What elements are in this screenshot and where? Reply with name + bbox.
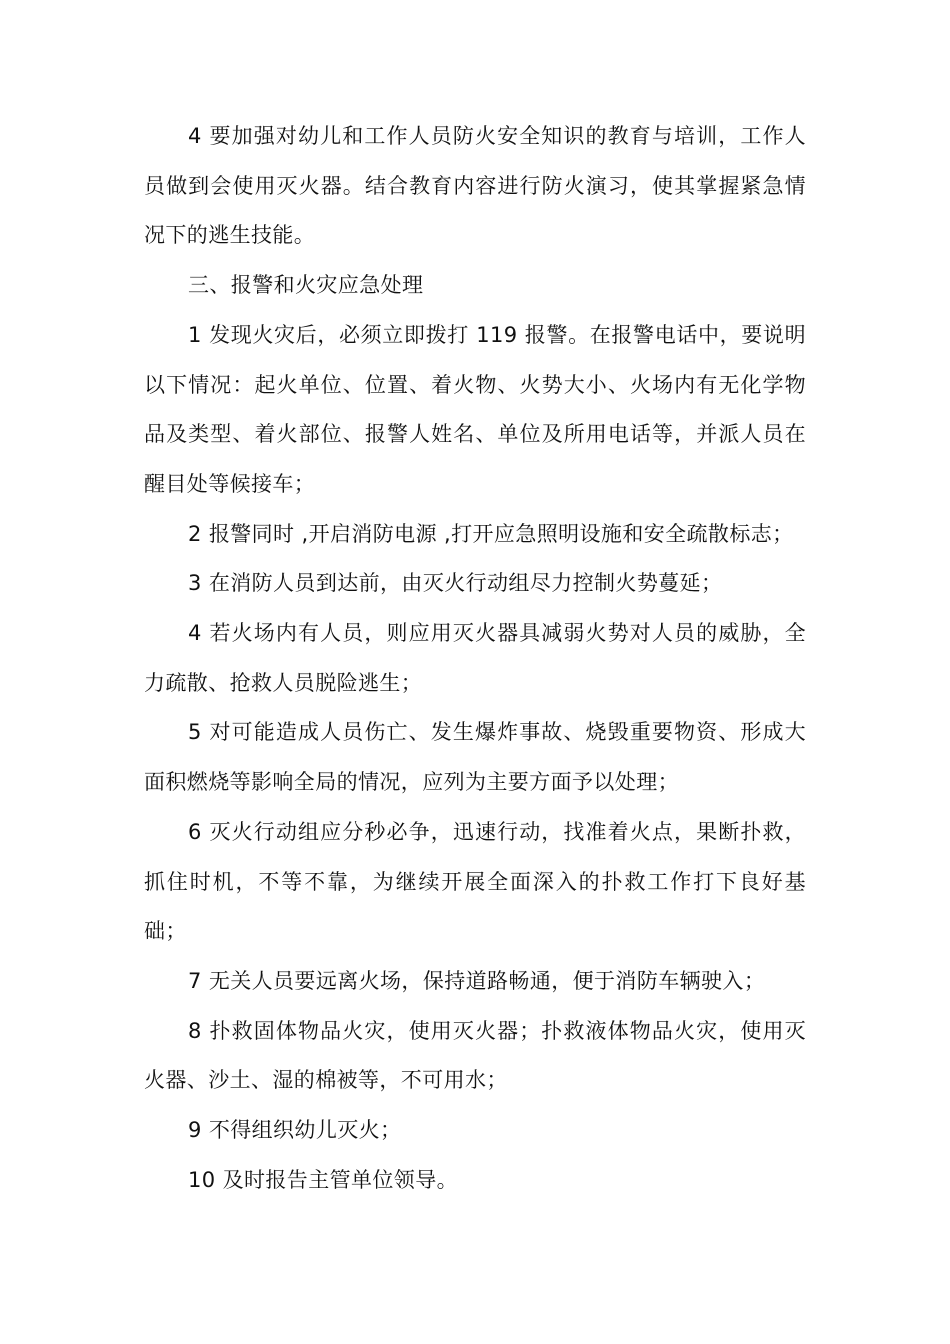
paragraph-item-1: 1 发现火灾后，必须立即拨打 119 报警。在报警电话中，要说明以下情况：起火单位、位置、着火物、火势大小、火场内有无化学物品及类型、着火部位、报警人姓名、单位及所用电话等，并派人员在醒目处等候接车； — [144, 322, 806, 496]
paragraph-item-5: 5 对可能造成人员伤亡、发生爆炸事故、烧毁重要物资、形成大面积燃烧等影响全局的情况，应列为主要方面予以处理； — [144, 720, 806, 795]
paragraph-item-8: 8 扑救固体物品火灾，使用灭火器；扑救液体物品火灾，使用灭火器、沙土、湿的棉被等，不可用水； — [144, 1018, 806, 1093]
document-body — [144, 112, 806, 1205]
section-heading-alarm: 三、报警和火灾应急处理 — [188, 273, 424, 298]
paragraph-item-9: 9 不得组织幼儿灭火； — [188, 1118, 402, 1143]
paragraph-item-6: 6 灭火行动组应分秒必争，迅速行动，找准着火点，果断扑救，抓住时机，不等不靠，为继续开展全面深入的扑救工作打下良好基础； — [144, 819, 806, 944]
paragraph-item-4: 4 若火场内有人员，则应用灭火器具减弱火势对人员的威胁，全力疏散、抢救人员脱险逃生； — [144, 621, 806, 695]
paragraph-item-3: 3 在消防人员到达前，由灭火行动组尽力控制火势蔓延； — [188, 571, 723, 596]
paragraph-item-2: 2 报警同时 ,开启消防电源 ,打开应急照明设施和安全疏散标志； — [188, 521, 794, 546]
paragraph-item-7: 7 无关人员要远离火场，保持道路畅通，便于消防车辆驶入； — [188, 968, 766, 993]
paragraph-training: 4 要加强对幼儿和工作人员防火安全知识的教育与培训，工作人员做到会使用灭火器。结合教育内容进行防火演习，使其掌握紧急情况下的逃生技能。 — [144, 124, 806, 248]
paragraph-item-10: 10 及时报告主管单位领导。 — [188, 1167, 458, 1192]
